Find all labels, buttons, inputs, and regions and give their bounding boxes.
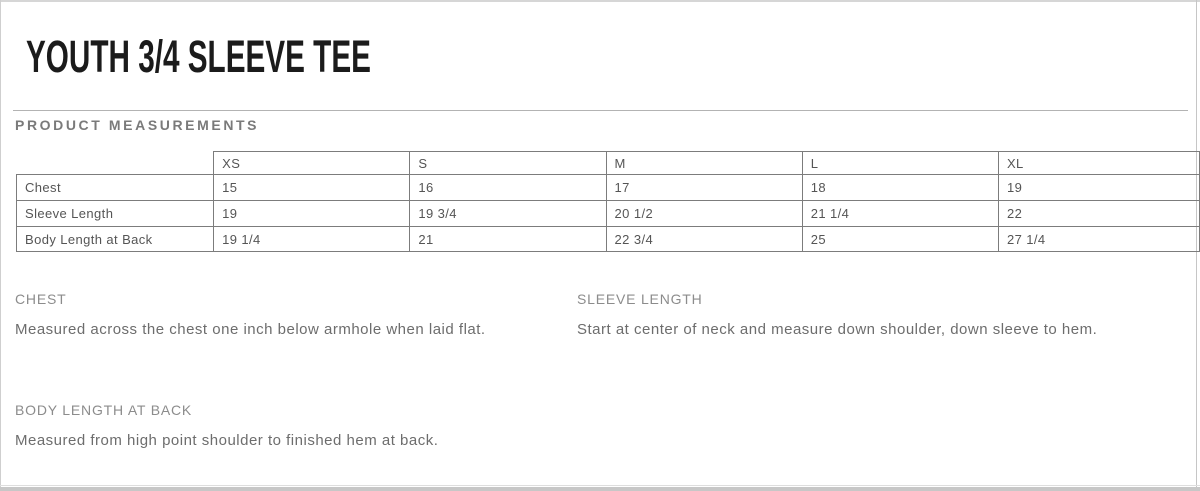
- definition-term: CHEST: [15, 291, 67, 307]
- definition-chest: [15, 291, 560, 344]
- measurements-table: [16, 151, 1200, 252]
- table-corner-cell: [17, 152, 214, 175]
- definition-description: Start at center of neck and measure down shoulder, down sleeve to hem.: [577, 321, 1098, 338]
- table-row-chest: [17, 175, 1200, 201]
- table-row-sleeve-length: [17, 201, 1200, 227]
- definition-description: Measured from high point shoulder to finished hem at back.: [15, 432, 439, 449]
- cell-value: 19: [998, 175, 1199, 201]
- column-header-l: L: [802, 152, 998, 175]
- column-header-xl: XL: [998, 152, 1199, 175]
- definition-sleeve-length: [577, 291, 1105, 344]
- page-border-left: [0, 0, 1, 491]
- page-border-bottom-band: [0, 487, 1200, 491]
- cell-value: 18: [802, 175, 998, 201]
- cell-value: 22 3/4: [606, 227, 802, 252]
- column-header-s: S: [410, 152, 606, 175]
- cell-value: 20 1/2: [606, 201, 802, 227]
- page-border-bottom-line: [0, 485, 1200, 486]
- section-divider: [13, 110, 1188, 111]
- definition-body-length-at-back: [15, 402, 560, 455]
- row-label: Body Length at Back: [17, 227, 214, 252]
- definition-term: SLEEVE LENGTH: [577, 291, 703, 307]
- definition-description: Measured across the chest one inch below armhole when laid flat.: [15, 321, 486, 338]
- row-label: Chest: [17, 175, 214, 201]
- cell-value: 25: [802, 227, 998, 252]
- cell-value: 27 1/4: [998, 227, 1199, 252]
- definition-term: BODY LENGTH AT BACK: [15, 402, 193, 418]
- column-header-m: M: [606, 152, 802, 175]
- cell-value: 22: [998, 201, 1199, 227]
- row-label: Sleeve Length: [17, 201, 214, 227]
- cell-value: 21 1/4: [802, 201, 998, 227]
- table-row-body-length-at-back: [17, 227, 1200, 252]
- cell-value: 19: [214, 201, 410, 227]
- section-header: PRODUCT MEASUREMENTS: [15, 117, 260, 133]
- cell-value: 15: [214, 175, 410, 201]
- cell-value: 19 1/4: [214, 227, 410, 252]
- cell-value: 16: [410, 175, 606, 201]
- column-header-xs: XS: [214, 152, 410, 175]
- cell-value: 21: [410, 227, 606, 252]
- page-title: YOUTH 3/4 SLEEVE TEE: [26, 31, 371, 82]
- page-border-top: [0, 0, 1200, 2]
- cell-value: 19 3/4: [410, 201, 606, 227]
- table-header-row: [17, 152, 1200, 175]
- cell-value: 17: [606, 175, 802, 201]
